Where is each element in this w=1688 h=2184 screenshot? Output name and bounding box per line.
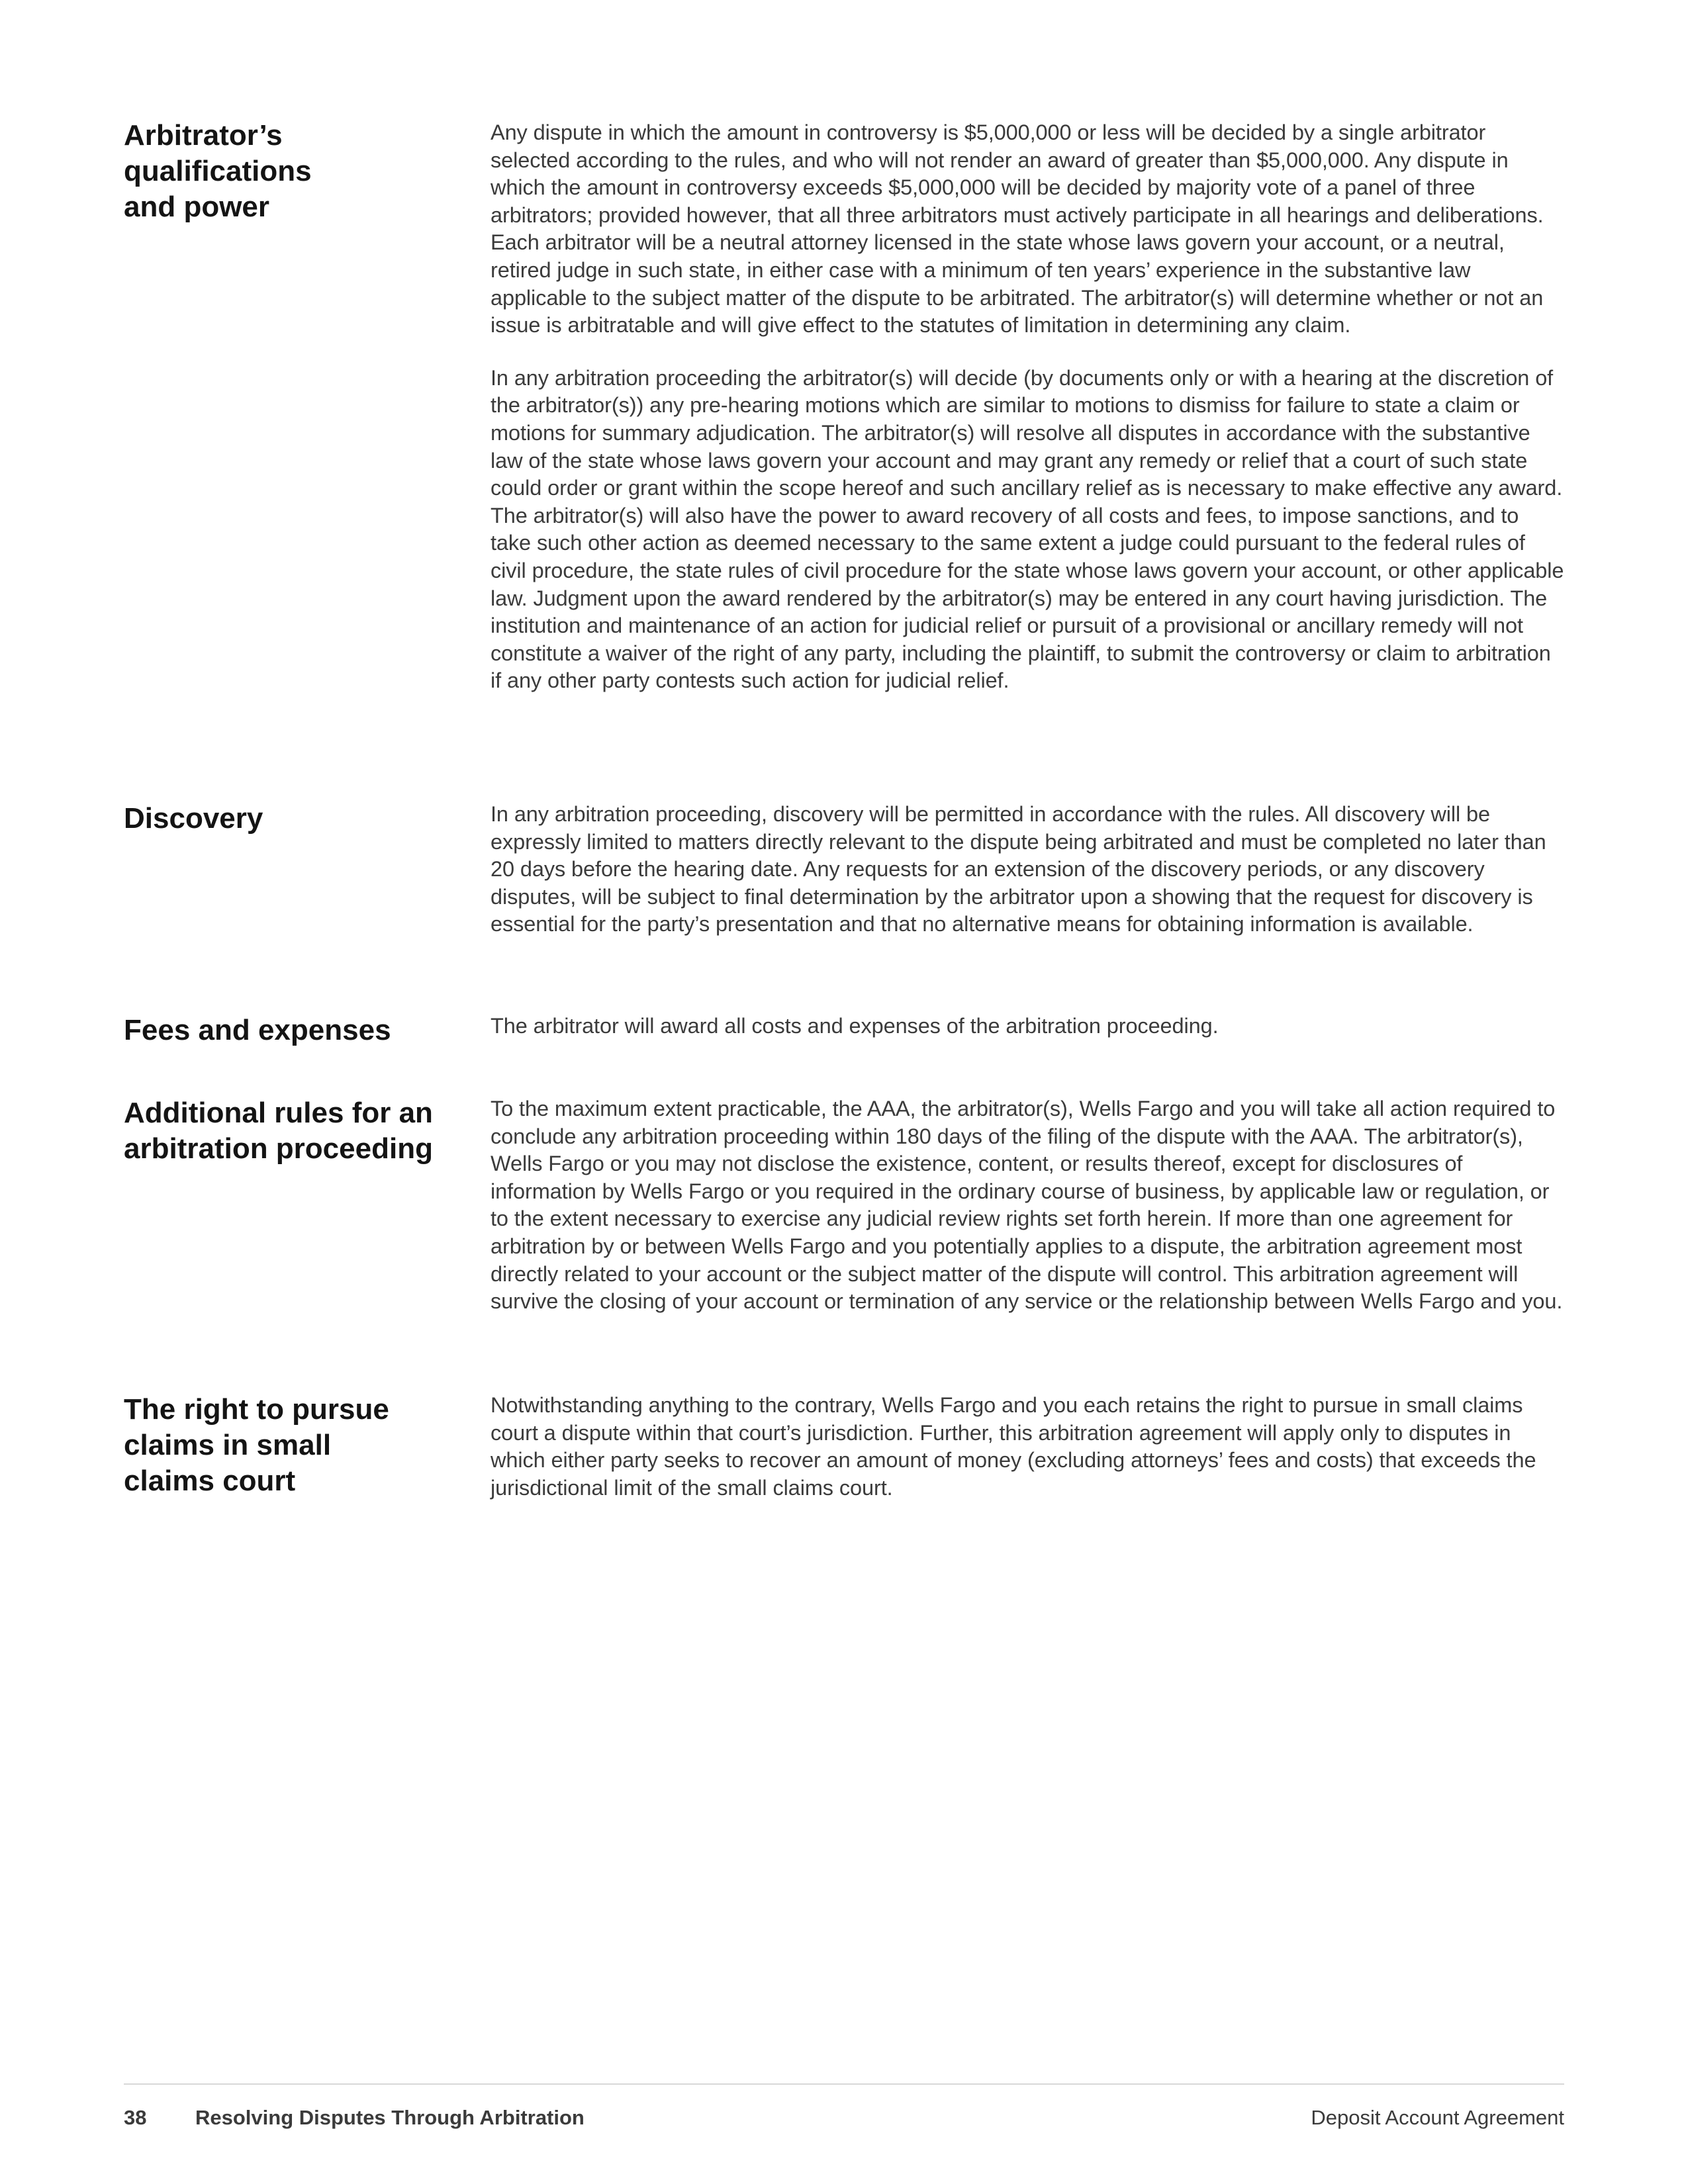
section-small-claims [124, 1392, 1564, 1502]
section-body [491, 801, 1564, 938]
footer-document-title: Deposit Account Agreement [1311, 2106, 1564, 2129]
paragraph: To the maximum extent practicable, the AAA, the arbitrator(s), Wells Fargo and you will take all action required to conclude any arbitration proceeding within 180 days of the filing of the dispute with the AAA. The arbitrator(s), Wells Fargo or you may not disclose the existence, content, or results thereof, except for disclosures of information by Wells Fargo or you required in the ordinary course of business, by applicable law or regulation, or to the extent necessary to exercise any judicial review rights set forth herein. If more than one agreement for arbitration by or between Wells Fargo and you potentially applies to a dispute, the arbitration agreement most directly related to your account or the subject matter of the dispute will control. This arbitration agreement will survive the closing of your account or termination of any service or the relationship between Wells Fargo and you. [491, 1097, 1563, 1314]
footer-section-title: Resolving Disputes Through Arbitration [195, 2106, 585, 2129]
page-number: 38 [124, 2106, 147, 2129]
section-arbitrator-qualifications [124, 118, 1564, 695]
section-heading: Fees and expenses [124, 1014, 391, 1046]
section-fees-and-expenses [124, 1013, 1564, 1048]
section-heading: Additional rules for an arbitration proceeding [124, 1097, 433, 1165]
paragraph: In any arbitration proceeding the arbitrator(s) will decide (by documents only or with a hearing at the discretion of the arbitrator(s)) any pre-hearing motions which are similar to motions to dismiss for failure to state a claim or motions for summary adjudication. The arbitrator(s) will resolve all disputes in accordance with the substantive law of the state whose laws govern your account and may grant any remedy or relief that a court of such state could order or grant within the scope hereof and such ancillary relief as is necessary to make effective any award. The arbitrator(s) will also have the power to award recovery of all costs and fees, to impose sanctions, and to take such other action as deemed necessary to the same extent a judge could pursuant to the federal rules of civil procedure, the state rules of civil procedure for the state whose laws govern your account, or other applicable law. Judgment upon the award rendered by the arbitrator(s) may be entered in any court having jurisdiction. The institution and maintenance of an action for judicial relief or pursuit of a provisional or ancillary remedy will not constitute a waiver of the right of any party, including the plaintiff, to submit the controversy or claim to arbitration if any other party contests such action for judicial relief. [491, 365, 1564, 693]
paragraph: Any dispute in which the amount in controversy is $5,000,000 or less will be decided by a single arbitrator selected according to the rules, and who will not render an award of greater than $5,000,000. Any dispute in which the amount in controversy exceeds $5,000,000 will be decided by majority vote of a panel of three arbitrators; provided however, that all three arbitrators must actively participate in all hearings and deliberations. Each arbitrator will be a neutral attorney licensed in the state whose laws govern your account, or a neutral, retired judge in such state, in either case with a minimum of ten years’ experience in the substantive law applicable to the subject matter of the dispute to be arbitrated. The arbitrator(s) will determine whether or not an issue is arbitratable and will give effect to the statutes of limitation in determining any claim. [491, 120, 1544, 338]
section-heading: The right to pursue claims in small claims court [124, 1393, 389, 1497]
section-body [491, 1095, 1564, 1316]
footer-divider [124, 2083, 1564, 2085]
section-body [491, 118, 1564, 695]
section-heading: Arbitrator’s qualifications and power [124, 119, 312, 223]
section-heading: Discovery [124, 802, 263, 835]
page-footer [124, 2103, 1564, 2132]
section-body [491, 1392, 1564, 1502]
section-discovery [124, 801, 1564, 938]
paragraph: In any arbitration proceeding, discovery will be permitted in accordance with the rules. All discovery will be expressly limited to matters directly relevant to the dispute being arbitrated and must be completed no later than 20 days before the hearing date. Any requests for an extension of the discovery periods, or any discovery disputes, will be subject to final determination by the arbitrator upon a showing that the request for discovery is essential for the party’s presentation and that no alternative means for obtaining information is available. [491, 802, 1546, 936]
paragraph: The arbitrator will award all costs and expenses of the arbitration proceeding. [491, 1014, 1219, 1038]
section-additional-rules [124, 1095, 1564, 1316]
paragraph: Notwithstanding anything to the contrary, Wells Fargo and you each retains the right to pursue in small claims court a dispute within that court’s jurisdiction. Further, this arbitration agreement will apply only to disputes in which either party seeks to recover an amount of money (excluding attorneys’ fees and costs) that exceeds the jurisdictional limit of the small claims court. [491, 1393, 1536, 1500]
section-body [491, 1013, 1564, 1048]
